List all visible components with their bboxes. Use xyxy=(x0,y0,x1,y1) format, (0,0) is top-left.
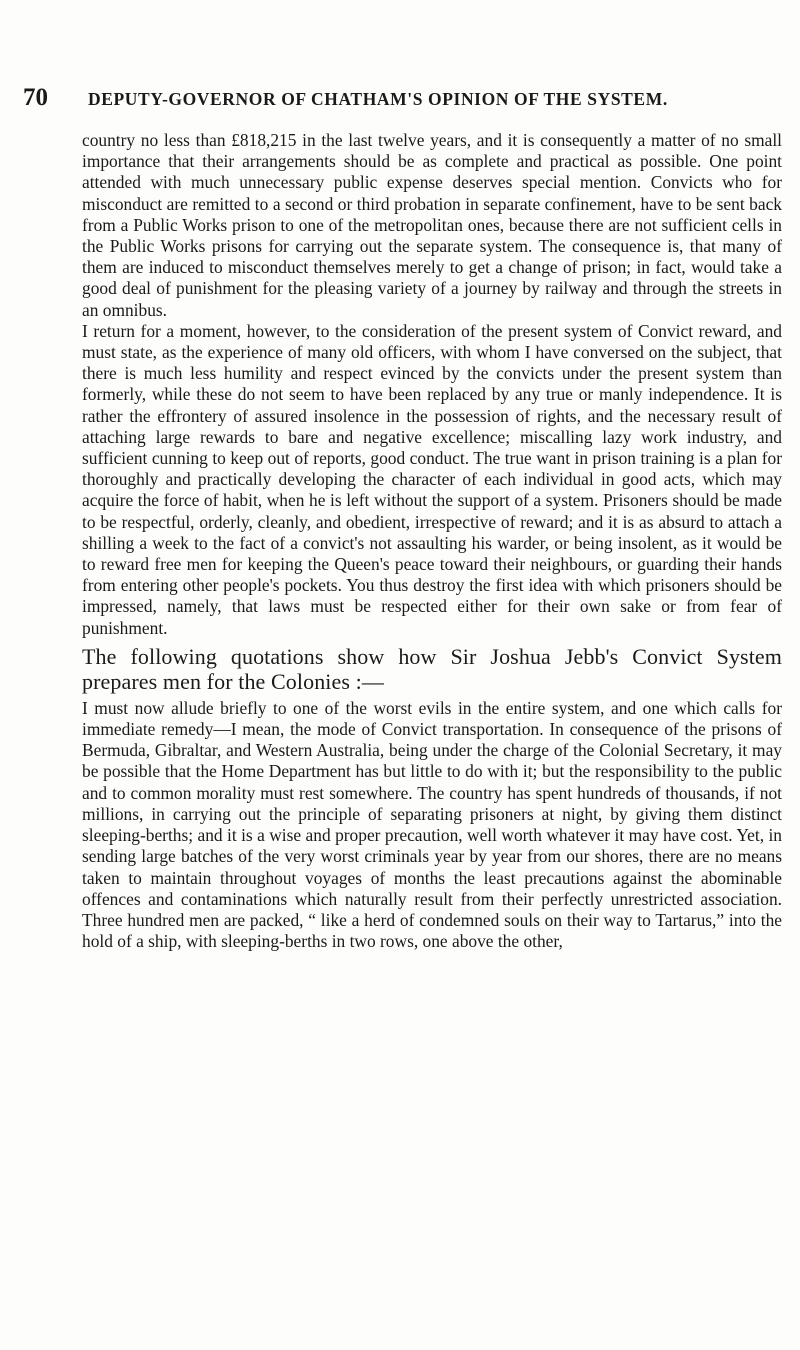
running-title: DEPUTY-GOVERNOR OF CHATHAM'S OPINION OF THE SYSTEM. xyxy=(88,89,668,109)
running-header xyxy=(23,83,783,117)
quotation-paragraph: I must now allude briefly to one of the worst evils in the entire system, and one which calls for immediate remedy—I mean, the mode of Convict transportation. In consequence of the prisons of Bermuda, Gibraltar, and Western Australia, being under the charge of the Colonial Secretary, it may be possible that the Home Department has but little to do with it; but the responsibility to the public and to common morality must rest somewhere. The country has spent hundreds of thousands, if not millions, in carrying out the principle of separating prisoners at night, by giving them distinct sleeping-berths; and it is a wise and proper precaution, well worth whatever it may have cost. Yet, in sending large batches of the very worst criminals year by year from our shores, there are no means taken to maintain throughout voyages of months the least precautions against the abominable offences and contaminations which naturally result from their perfectly unrestricted association. Three hundred men are packed, “ like a herd of condemned souls on their way to Tartarus,” into the hold of a ship, with sleeping-berths in two rows, one above the other, xyxy=(82,697,782,952)
page-body xyxy=(82,130,782,952)
section-heading: The following quotations show how Sir Joshua Jebb's Convict System prepares men for the Colonies :— xyxy=(82,643,782,695)
paragraph-continuation: country no less than £818,215 in the last twelve years, and it is consequently a matter of no small importance that their arrangements should be as complete and practical as possible. One point attended with much unnecessary public expense deserves special mention. Convicts who for misconduct are remitted to a second or third probation in separate confinement, have to be sent back from a Public Works prison to one of the metropolitan ones, because there are not sufficient cells in the Public Works prisons for carrying out the separate system. The consequence is, that many of them are induced to misconduct themselves merely to get a change of prison; in fact, would take a good deal of punishment for the pleasing variety of a journey by railway and through the streets in an omnibus. xyxy=(82,130,782,320)
page-number: 70 xyxy=(23,84,48,111)
paragraph-convict-reward: I return for a moment, however, to the consideration of the present system of Convict reward, and must state, as the experience of many old officers, with whom I have conversed on the subject, that there is much less humility and respect evinced by the convicts under the present system than formerly, while these do not seem to have been replaced by any true or manly independence. It is rather the effrontery of assured insolence in the possession of rights, and the necessary result of attaching large rewards to bare and negative excellence; miscalling lazy work industry, and sufficient cunning to keep out of reports, good conduct. The true want in prison training is a plan for thoroughly and practically developing the character of each individual in good acts, which may acquire the force of habit, when he is left without the support of a system. Prisoners should be made to be respectful, orderly, cleanly, and obedient, irrespective of reward; and it is as absurd to attach a shilling a week to the fact of a convict's not assaulting his warder, or being insolent, as it would be to reward free men for keeping the Queen's peace toward their neighbours, or guarding their hands from entering other people's pockets. You thus destroy the first idea with which prisoners should be impressed, namely, that laws must be respected either for their own sake or from fear of punishment. xyxy=(82,320,782,638)
